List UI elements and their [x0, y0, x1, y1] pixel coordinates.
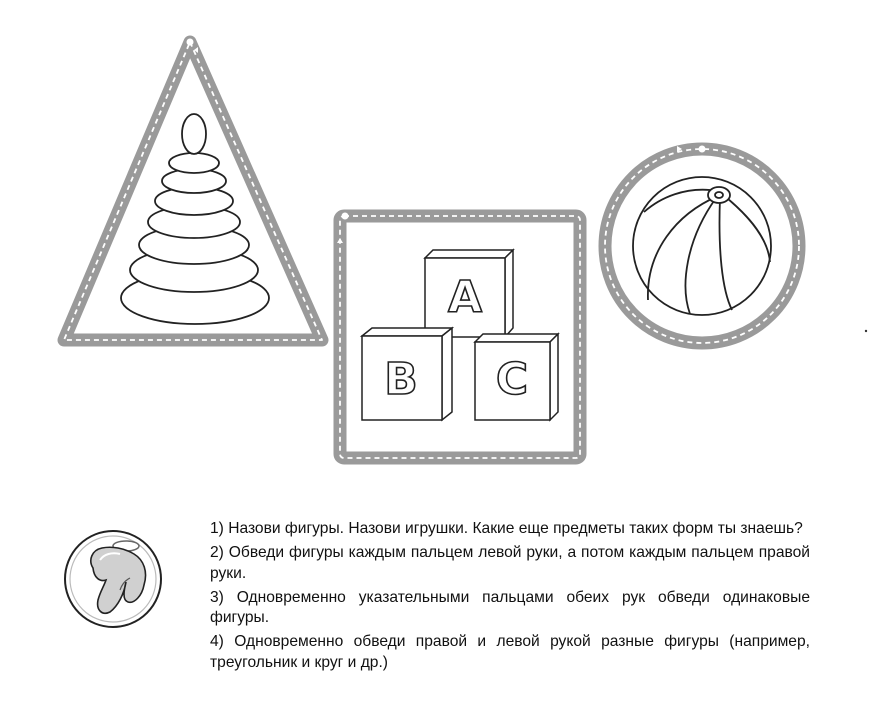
stray-dot: [865, 330, 867, 332]
block-letter-b: B: [384, 354, 418, 405]
instruction-3: 3) Одновременно указательными пальцами обеих рук обведи одинаковые фигуры.: [210, 588, 810, 626]
square-start-dot: [342, 213, 349, 220]
block-letter-c: C: [495, 354, 529, 405]
ball-toy: [633, 177, 771, 315]
finger-tracing-icon: [65, 531, 161, 627]
instruction-1: 1) Назови фигуры. Назови игрушки. Какие еще предметы таких форм ты знаешь?: [210, 520, 803, 537]
instructions-text: [210, 519, 810, 677]
circle-start-dot: [699, 146, 706, 153]
instruction-2: 2) Обведи фигуры каждым пальцем левой руки, а потом каждым пальцем правой руки.: [210, 544, 810, 582]
instruction-4: 4) Одновременно обведи правой и левой рукой разные фигуры (например, треугольник и круг и др.): [210, 633, 810, 671]
block-letter-a: A: [447, 272, 483, 323]
triangle-start-dot: [187, 39, 194, 46]
